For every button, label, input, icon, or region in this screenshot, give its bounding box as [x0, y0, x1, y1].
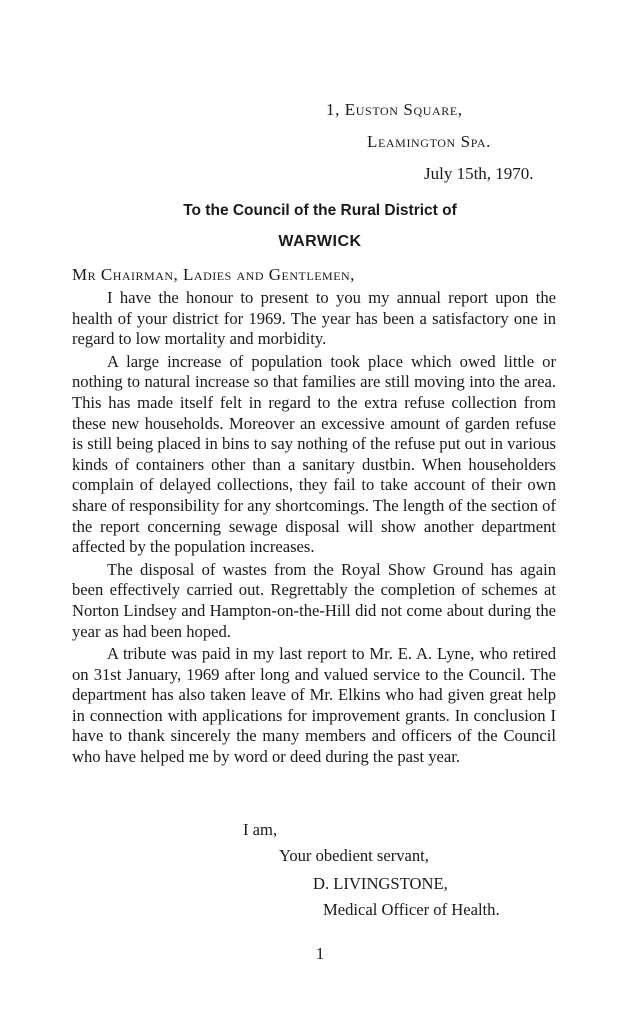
address-line-2-text: Leamington Spa. — [367, 132, 492, 151]
letter-body — [72, 288, 556, 770]
closing-line-2: Your obedient servant, — [279, 846, 429, 865]
paragraph-3: The disposal of wastes from the Royal Show Ground has again been effectively carried out. Regrettably the completion of schemes at Norton Lindsey and Hampton-on-the-Hill did not come about during the year as had been hoped. — [72, 559, 556, 641]
salutation: Mr Chairman, Ladies and Gentlemen, — [72, 265, 355, 284]
heading-line-2: WARWICK — [278, 233, 362, 250]
paragraph-2: A large increase of population took place which owed little or nothing to natural increase so that families are still moving into the area. This has made itself felt in regard to the extra refuse collection from these new households. Moreover an excessive amount of garden refuse is still being placed in bins to say nothing of the refuse put out in various kinds of containers other than a sanitary dustbin. When householders complain of delayed collections, they fail to take account of their own share of responsibility for any shortcomings. The length of the section of the report concerning sewage disposal will show another department affected by the population increases. — [72, 351, 556, 557]
closing-line-1: I am, — [243, 820, 278, 839]
signatory-name: D. LIVINGSTONE, — [313, 874, 448, 893]
address-line-1 — [326, 100, 463, 120]
paragraph-4: A tribute was paid in my last report to Mr. E. A. Lyne, who retired on 31st January, 1969 after long and valued service to the Council. The department has also taken leave of Mr. Elkins who had given great help in connection with applications for improvement grants. In conclusion I have to thank sincerely the many members and officers of the Council who have helped me by word or deed during the past year. — [72, 644, 556, 767]
page-number: 1 — [315, 944, 325, 963]
address-line-1-text: 1, Euston Square, — [326, 100, 463, 119]
letter-date: July 15th, 1970. — [424, 164, 534, 183]
address-line-2 — [367, 132, 491, 152]
heading-line-1: To the Council of the Rural District of — [183, 202, 457, 219]
signatory-title: Medical Officer of Health. — [323, 900, 500, 919]
paragraph-1: I have the honour to present to you my annual report upon the health of your district for 1969. The year has been a satisfactory one in regard to low mortality and morbidity. — [72, 288, 556, 349]
